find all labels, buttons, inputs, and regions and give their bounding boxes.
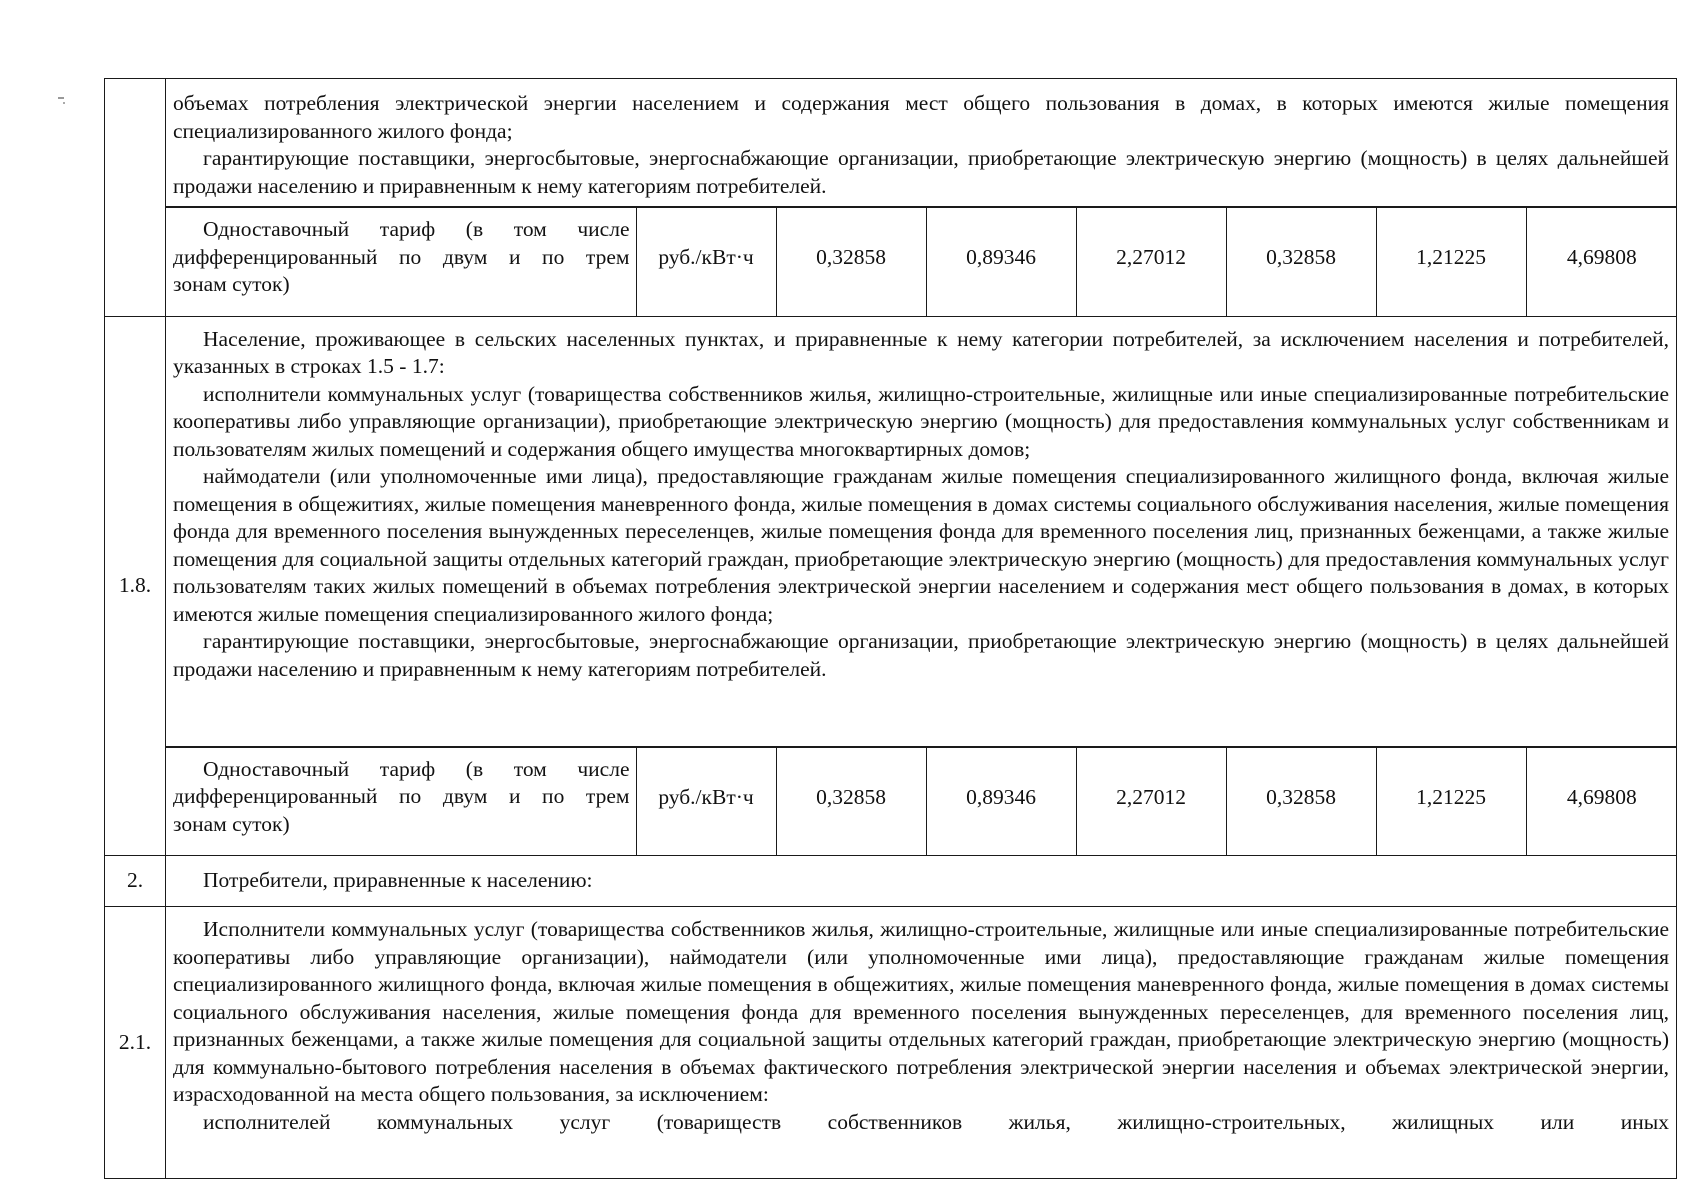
rate-value: 0,89346 xyxy=(926,208,1076,316)
rate-value: 0,89346 xyxy=(926,747,1076,855)
tariff-table xyxy=(104,78,1677,1179)
scan-speck xyxy=(58,97,64,99)
row-number: 2.1. xyxy=(105,907,166,1179)
paragraph: Население, проживающее в сельских населенных пунктах, и приравненные к нему категории потребителей, за исключением населения и потребителей, указанных в строках 1.5 - 1.7: xyxy=(173,326,1669,378)
paragraph: гарантирующие поставщики, энергосбытовые, энергоснабжающие организации, приобретающие электрическую энергию (мощность) в целях дальнейшей продажи населению и приравненным к нему категориям потребителей. xyxy=(173,146,1669,198)
rate-name-line: Одноставочный тариф (в том числе xyxy=(203,217,630,241)
row-number: 1.8. xyxy=(105,316,166,856)
paragraph: гарантирующие поставщики, энергосбытовые, энергоснабжающие организации, приобретающие электрическую энергию (мощность) в целях дальнейшей продажи населению и приравненным к нему категориям потребителей. xyxy=(173,629,1669,681)
row-description xyxy=(166,907,1677,1179)
rate-name-line: Одноставочный тариф (в том числе xyxy=(203,756,630,781)
rate-name xyxy=(166,208,636,316)
rate-name xyxy=(166,747,636,855)
rate-name-line: зонам суток) xyxy=(173,811,290,836)
rate-value: 0,32858 xyxy=(776,208,926,316)
rate-value: 4,69808 xyxy=(1526,208,1677,316)
rate-table xyxy=(166,207,1677,316)
paragraph: Исполнители коммунальных услуг (товарищества собственников жилья, жилищно-строительные, жилищные или иные специализированные потребительские кооперативы либо управляющие организации), наймодатели (или уполномоченные ими лица), предоставляющие гражданам жилые помещения специализированного жилищного фонда, включая жилые помещения в общежитиях, жилые помещения маневренного фонда, жилые помещения в домах системы социального обслуживания населения, жилые помещения фонда для временного поселения вынужденных переселенцев, для временного поселения лиц, признанных беженцами, а также жилые помещения для социальной защиты отдельных категорий граждан, приобретающие электрическую энергию (мощность) для коммунально-бытового потребления населения в объемах фактического потребления электрической энергии населения и объемах электрической энергии, израсходованной на места общего пользования, за исключением: xyxy=(173,917,1669,1106)
rate-unit: руб./кВт·ч xyxy=(636,747,776,855)
rate-value: 0,32858 xyxy=(776,747,926,855)
rate-value: 0,32858 xyxy=(1226,747,1376,855)
section-title: Потребители, приравненные к населению: xyxy=(203,868,593,893)
table-row-rate xyxy=(105,207,1677,317)
rate-value: 1,21225 xyxy=(1376,747,1526,855)
rate-table xyxy=(166,747,1677,856)
paragraph: исполнителей коммунальных услуг (товариществ собственников жилья, жилищно-строительных, жилищных или иных xyxy=(203,1109,1669,1134)
tariff-table-page xyxy=(104,78,1676,1179)
rate-value: 2,27012 xyxy=(1076,747,1226,855)
table-row-rate xyxy=(105,746,1677,856)
table-row-2-1 xyxy=(105,907,1677,1179)
scan-speck xyxy=(63,102,65,104)
rate-name-line: дифференцированный по двум и по трем xyxy=(173,784,630,808)
row-number-cell xyxy=(105,79,166,317)
row-description xyxy=(166,79,1677,207)
rate-unit: руб./кВт·ч xyxy=(636,208,776,316)
rate-name-line: зонам суток) xyxy=(173,272,290,296)
rate-cell xyxy=(166,746,1677,856)
rate-name-line: дифференцированный по двум и по трем xyxy=(173,244,630,269)
paragraph: наймодатели (или уполномоченные ими лица), предоставляющие гражданам жилые помещения специализированного жилищного фонда, включая жилые помещения в общежитиях, жилые помещения маневренного фонда, жилые помещения в домах системы социального обслуживания населения, жилые помещения фонда для временного поселения вынужденных переселенцев, жилые помещения фонда для временного поселения лиц, признанных беженцами, а также жилые помещения для социальной защиты отдельных категорий граждан, приобретающие электрическую энергию (мощность) для предоставления коммунальных услуг пользователям таких жилых помещений в объемах потребления электрической энергии населением и содержания мест общего пользования в домах, в которых имеются жилые помещения специализированного жилого фонда; xyxy=(173,464,1669,626)
rate-cell xyxy=(166,207,1677,317)
row-description xyxy=(166,316,1677,746)
row-description xyxy=(166,856,1677,907)
rate-value: 1,21225 xyxy=(1376,208,1526,316)
rate-value: 4,69808 xyxy=(1526,747,1677,855)
table-row-continuation xyxy=(105,79,1677,207)
paragraph: исполнители коммунальных услуг (товарищества собственников жилья, жилищно-строительные, жилищные или иные специализированные потребительские кооперативы либо управляющие организации), приобретающие электрическую энергию (мощность) для предоставления коммунальных услуг собственникам и пользователям жилых помещений и содержания общего имущества многоквартирных домов; xyxy=(173,381,1669,461)
rate-value: 2,27012 xyxy=(1076,208,1226,316)
table-row-1-8 xyxy=(105,316,1677,746)
row-number: 2. xyxy=(105,856,166,907)
paragraph: объемах потребления электрической энергии населением и содержания мест общего пользования в домах, в которых имеются жилые помещения специализированного жилого фонда; xyxy=(173,91,1669,143)
table-row-2 xyxy=(105,856,1677,907)
rate-value: 0,32858 xyxy=(1226,208,1376,316)
